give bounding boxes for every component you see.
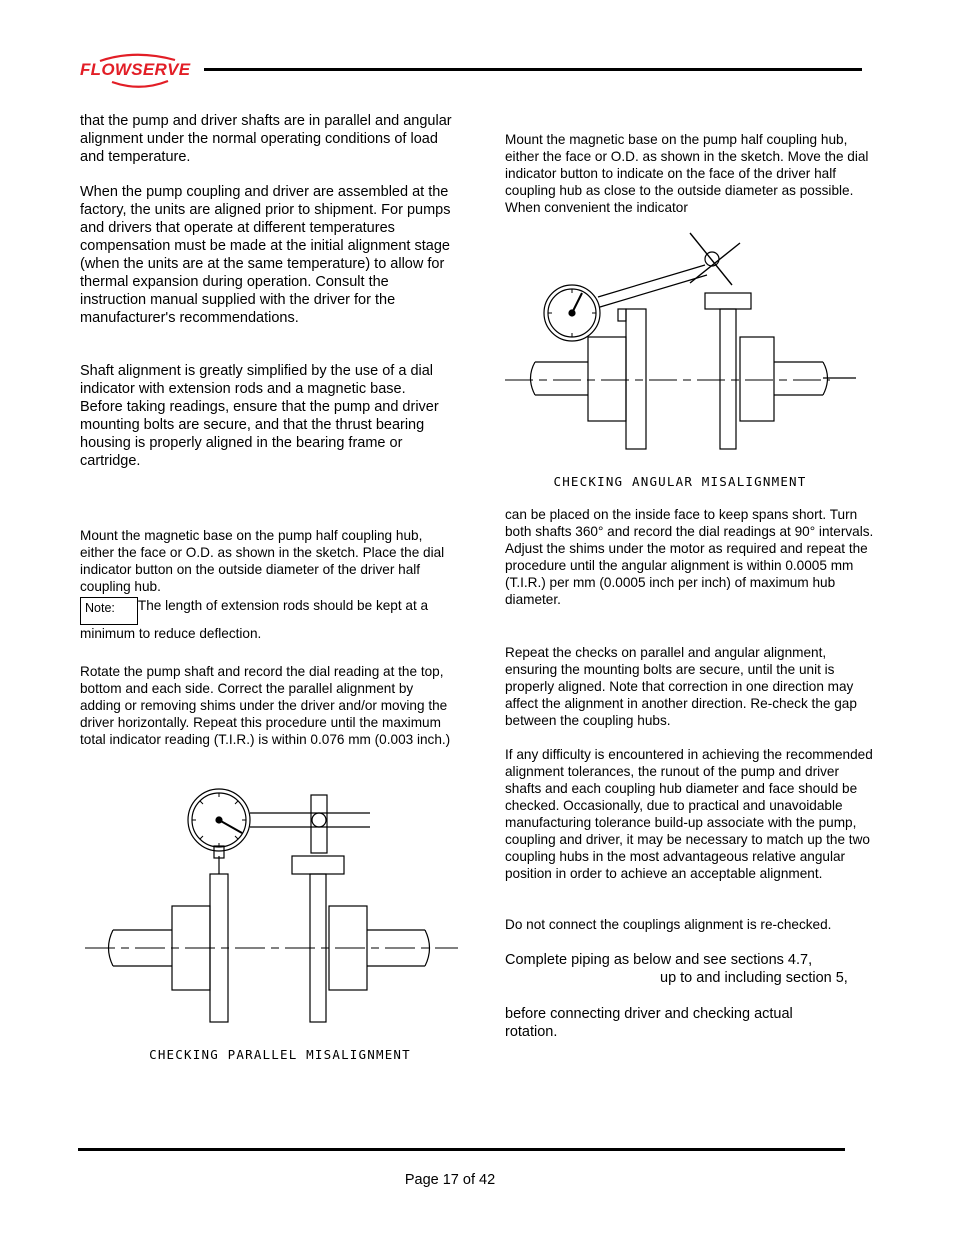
note-text: The length of extension rods should be kept at a minimum to reduce deflection.: [80, 598, 429, 641]
angular-figure-caption: CHECKING ANGULAR MISALIGNMENT: [553, 474, 807, 489]
left-paragraph-1: that the pump and driver shafts are in parallel and angular alignment under the normal operating conditions of load and temperature.: [80, 113, 452, 165]
right-paragraph-1: Mount the magnetic base on the pump half coupling hub, either the face or O.D. as shown in the sketch. Move the dial indicator button to indicate on the face of the driver half coupling hub as close to the outside diameter as possible. When convenient the indicator: [505, 132, 869, 215]
flowserve-logo: [80, 52, 200, 88]
logo-text: FLOWSERVE: [80, 60, 191, 79]
note-label: Note:: [80, 597, 138, 625]
right-paragraph-2: can be placed on the inside face to keep spans short. Turn both shafts 360° and record the dial readings at 90° intervals. Adjust the shims under the motor as required and repeat the procedure until the angular alignment is within 0.0005 mm (T.I.R.) per mm (0.0005 inch per inch) of maximum hub diameter.: [505, 507, 874, 607]
page-number: Page 17 of 42: [404, 1172, 496, 1188]
note-paragraph: [80, 597, 450, 642]
right-paragraph-7: before connecting driver and checking actual rotation.: [505, 1006, 793, 1040]
footer-rule: [78, 1148, 845, 1151]
left-paragraph-2: When the pump coupling and driver are assembled at the factory, the units are aligned prior to shipment. For pumps and drivers that operate at different temperatures compensation must be made at the initial alignment stage (when the units are at the same temperature) to allow for thermal expansion during operation. Consult the instruction manual supplied with the driver for the manufacturer's recommendations.: [80, 184, 451, 326]
right-paragraph-6-line-1: Complete piping as below and see sections 4.7,: [505, 952, 813, 968]
parallel-figure-caption: CHECKING PARALLEL MISALIGNMENT: [149, 1047, 411, 1062]
right-paragraph-6-line-2: up to and including section 5,: [660, 970, 848, 986]
left-paragraph-3: Shaft alignment is greatly simplified by the use of a dial indicator with extension rods and a magnetic base. Before taking readings, ensure that the pump and driver mounting bolts are secure, and that the thrust bearing housing is properly aligned in the bearing frame or cartridge.: [80, 363, 439, 469]
right-paragraph-5: Do not connect the couplings alignment is re-checked.: [505, 917, 832, 932]
right-paragraph-4: If any difficulty is encountered in achieving the recommended alignment tolerances, the runout of the pump and driver shafts and each coupling hub diameter and face should be checked. Occasionally, due to practical and unavoidable manufacturing tolerance build-up associate with the pump, coupling and driver, it may be necessary to match up the two coupling hubs in the most advantageous relative angular position in order to achieve an acceptable alignment.: [505, 747, 873, 881]
angular-misalignment-figure: [500, 225, 860, 455]
right-paragraph-3: Repeat the checks on parallel and angular alignment, ensuring the mounting bolts are secure, until the unit is properly aligned. Note that correction in one direction may affect the alignment in another direction. Re-check the gap between the coupling hubs.: [505, 645, 857, 728]
left-paragraph-5: Rotate the pump shaft and record the dial reading at the top, bottom and each side. Correct the parallel alignment by adding or removing shims under the driver and/or moving the driver horizontally. Repeat this procedure until the maximum total indicator reading (T.I.R.) is within 0.076 mm (0.003 inch.): [80, 664, 451, 747]
header-rule: [204, 68, 862, 71]
left-paragraph-4: Mount the magnetic base on the pump half coupling hub, either the face or O.D. as shown in the sketch. Place the dial indicator button on the outside diameter of the driver half coupling hub.: [80, 528, 445, 594]
parallel-misalignment-figure: [80, 780, 460, 1040]
